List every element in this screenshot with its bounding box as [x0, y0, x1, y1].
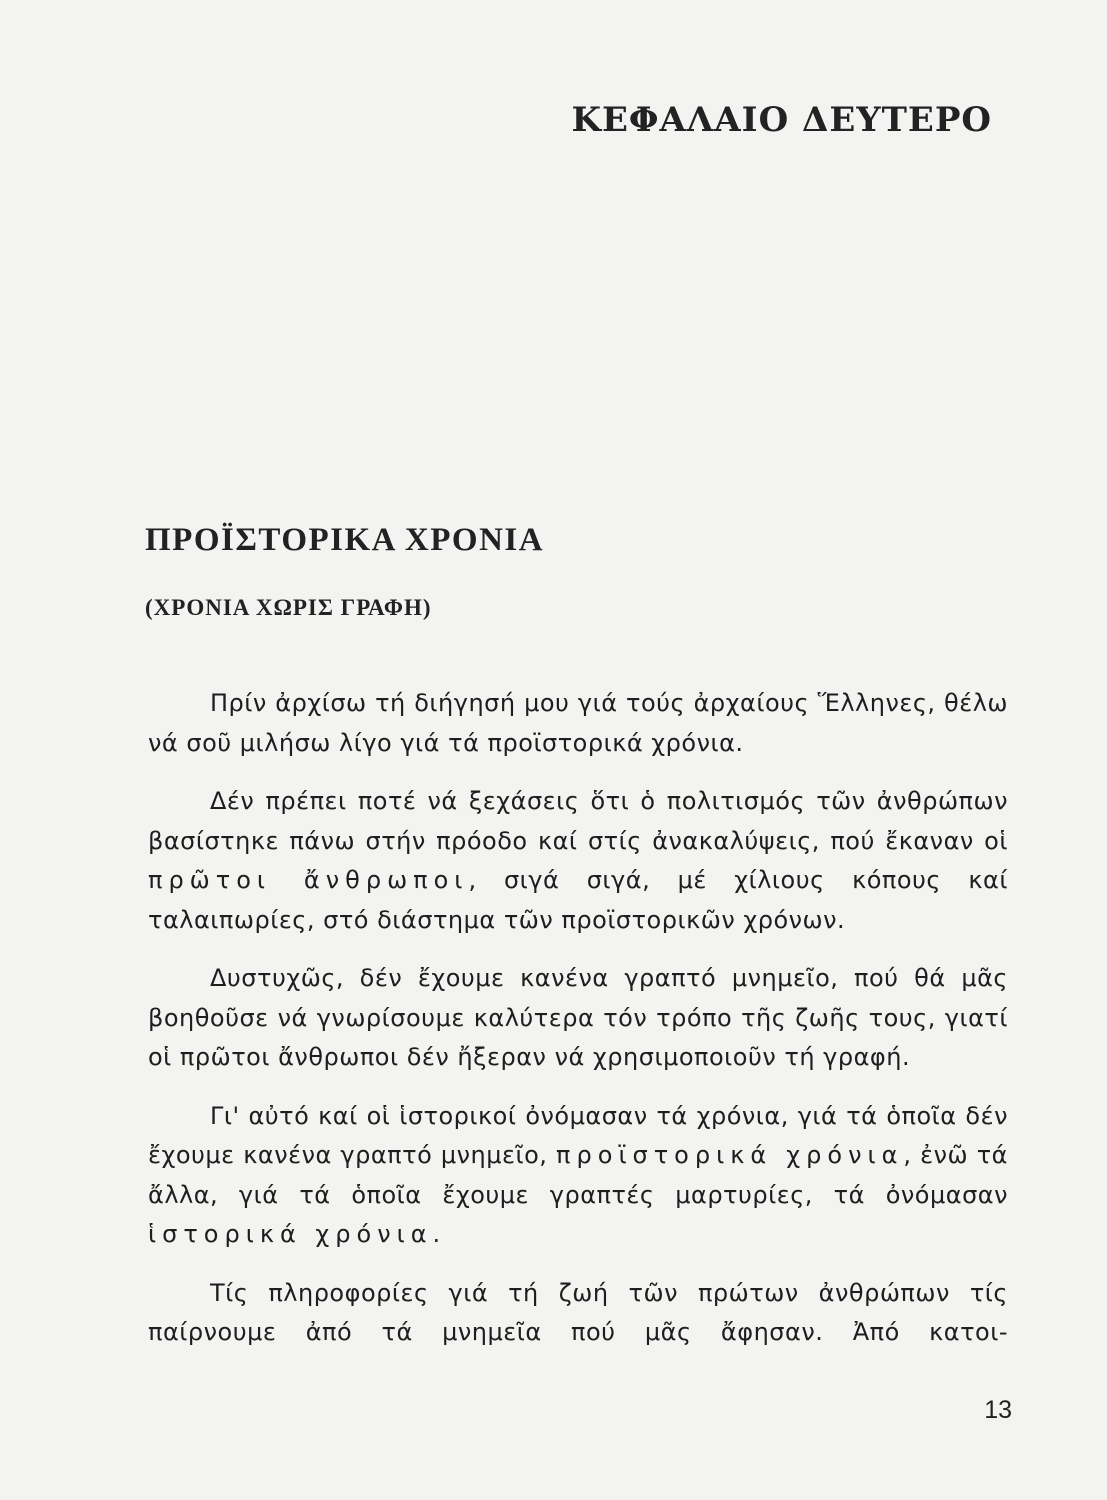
paragraph-2 [148, 782, 1008, 940]
paragraph-1: Πρίν ἀρχίσω τή διήγησή μου γιά τούς ἀρχαίους Ἕλληνες, θέλω νά σοῦ μιλήσω λίγο γιά τά προϊστορικά χρόνια. [148, 689, 1008, 757]
emphasis-historic-years: ἱστορικά χρόνια [148, 1220, 433, 1248]
paragraph-5: Τίς πληροφορίες γιά τή ζωή τῶν πρώτων ἀνθρώπων τίς παίρνουμε ἀπό τά μνημεῖα πού μᾶς ἄφησαν. Ἀπό κατοι- [148, 1278, 1008, 1346]
paragraph-4-part-1: Γι' αὐτό καί οἱ ἱστορικοί ὀνόμασαν τά χρόνια, γιά τά ὁποῖα δέν ἔχουμε κανένα γραπτό μνημεῖο, [148, 1101, 1008, 1169]
paragraph-2-part-2: , σιγά σιγά, μέ χίλιους κόπους καί ταλαιπωρίες, στό διάστημα τῶν προϊστορικῶν χρόνων. [148, 866, 1008, 934]
page-number: 13 [984, 1396, 1012, 1424]
chapter-title: ΚΕΦΑΛΑΙΟ ΔΕΥΤΕΡΟ [571, 100, 992, 140]
paragraph-3: Δυστυχῶς, δέν ἔχουμε κανένα γραπτό μνημεῖο, πού θά μᾶς βοηθοῦσε νά γνωρίσουμε καλύτερα τόν τρόπο τῆς ζωῆς τους, γιατί οἱ πρῶτοι ἄνθρωποι δέν ἤξεραν νά χρησιμοποιοῦν τή γραφή. [148, 964, 1008, 1071]
paragraph-4-part-3: . [432, 1220, 441, 1248]
body-text [148, 684, 1008, 1372]
section-title: ΠΡΟΪΣΤΟΡΙΚΑ ΧΡΟΝΙΑ [145, 522, 545, 558]
section-subtitle: (ΧΡΟΝΙΑ ΧΩΡΙΣ ΓΡΑΦΗ) [145, 595, 432, 620]
emphasis-prehistoric-years: προϊστορικά χρόνια [556, 1141, 904, 1169]
paragraph-4-part-2: , ἐνῶ τά ἄλλα, γιά τά ὁποῖα ἔχουμε γραπτές μαρτυρίες, τά ὀνόμασαν [148, 1141, 1008, 1209]
paragraph-4 [148, 1097, 1008, 1255]
emphasis-first-humans: πρῶτοι ἄνθρωποι [148, 866, 469, 894]
paragraph-2-part-1: Δέν πρέπει ποτέ νά ξεχάσεις ὅτι ὁ πολιτισμός τῶν ἀνθρώπων βασίστηκε πάνω στήν πρόοδο καί στίς ἀνακαλύψεις, πού ἔκαναν οἱ [148, 787, 1008, 855]
